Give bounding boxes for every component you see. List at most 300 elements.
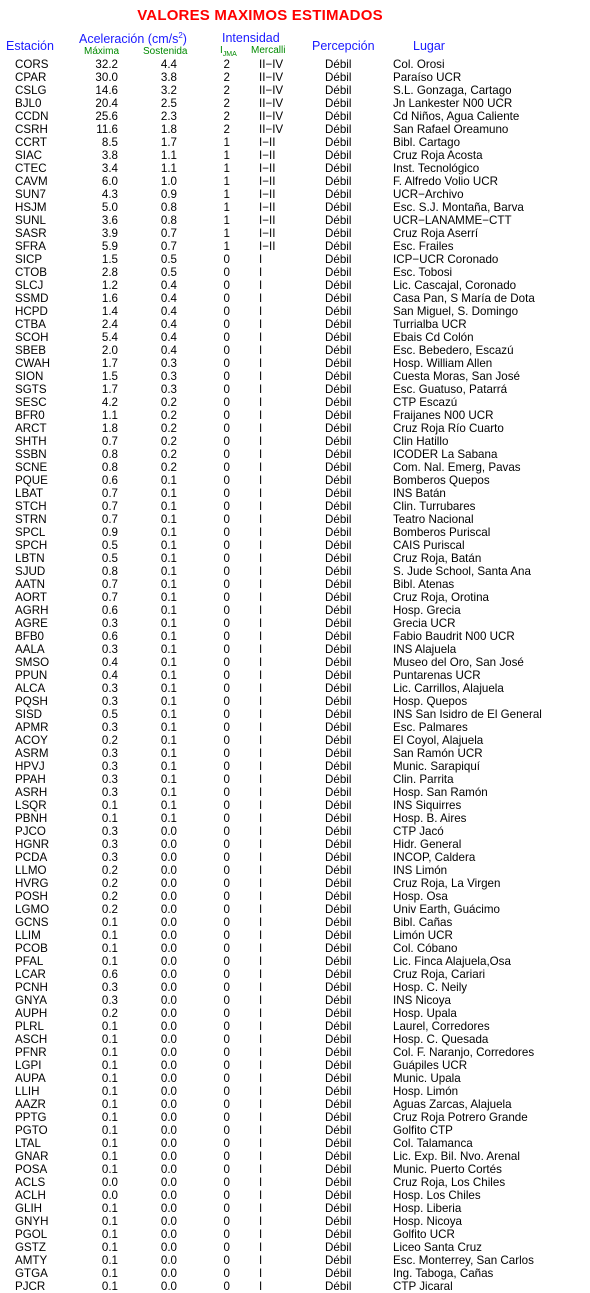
mercalli-intensity-cell: I bbox=[259, 773, 263, 786]
table-row bbox=[0, 149, 590, 162]
mercalli-intensity-cell: I bbox=[259, 929, 263, 942]
perception-cell: Débil bbox=[325, 461, 352, 474]
jma-intensity-cell: 0 bbox=[223, 1020, 230, 1033]
station-code-cell: HVRG bbox=[15, 877, 49, 890]
mercalli-intensity-cell: I bbox=[259, 474, 263, 487]
mercalli-intensity-cell: I−II bbox=[259, 136, 276, 149]
max-acceleration-cell: 3.4 bbox=[101, 162, 118, 175]
sustained-acceleration-cell: 0.1 bbox=[160, 656, 177, 669]
table-row bbox=[0, 747, 590, 760]
location-cell: Grecia UCR bbox=[393, 617, 456, 630]
max-acceleration-cell: 0.3 bbox=[101, 760, 118, 773]
sustained-acceleration-cell: 0.1 bbox=[160, 487, 177, 500]
table-row bbox=[0, 786, 590, 799]
sustained-acceleration-cell: 0.0 bbox=[160, 851, 177, 864]
perception-cell: Débil bbox=[325, 1280, 352, 1293]
sustained-acceleration-cell: 0.0 bbox=[160, 1176, 177, 1189]
max-acceleration-cell: 1.7 bbox=[101, 383, 118, 396]
mercalli-intensity-cell: I bbox=[259, 383, 263, 396]
mercalli-intensity-cell: I bbox=[259, 305, 263, 318]
jma-intensity-cell: 0 bbox=[223, 903, 230, 916]
perception-cell: Débil bbox=[325, 656, 352, 669]
max-acceleration-cell: 0.3 bbox=[101, 786, 118, 799]
station-code-cell: PGOL bbox=[15, 1228, 48, 1241]
jma-intensity-cell: 0 bbox=[223, 1033, 230, 1046]
jma-intensity-cell: 0 bbox=[223, 266, 230, 279]
sustained-acceleration-cell: 0.1 bbox=[160, 760, 177, 773]
perception-cell: Débil bbox=[325, 539, 352, 552]
station-code-cell: HPVJ bbox=[15, 760, 45, 773]
max-acceleration-cell: 0.5 bbox=[101, 708, 118, 721]
max-acceleration-cell: 0.7 bbox=[101, 435, 118, 448]
table-row bbox=[0, 630, 590, 643]
perception-cell: Débil bbox=[325, 1033, 352, 1046]
table-row bbox=[0, 162, 590, 175]
perception-cell: Débil bbox=[325, 994, 352, 1007]
sustained-acceleration-cell: 0.0 bbox=[160, 1228, 177, 1241]
jma-intensity-cell: 0 bbox=[223, 760, 230, 773]
perception-cell: Débil bbox=[325, 838, 352, 851]
station-code-cell: LBTN bbox=[15, 552, 45, 565]
station-code-cell: SIAC bbox=[15, 149, 43, 162]
max-acceleration-cell: 1.7 bbox=[101, 357, 118, 370]
header-jma-subscript: JMA bbox=[222, 51, 237, 58]
table-row bbox=[0, 1137, 590, 1150]
station-code-cell: SGTS bbox=[15, 383, 47, 396]
location-cell: Cd Niños, Agua Caliente bbox=[393, 110, 520, 123]
mercalli-intensity-cell: I−II bbox=[259, 240, 276, 253]
perception-cell: Débil bbox=[325, 227, 352, 240]
location-cell: Univ Earth, Guácimo bbox=[393, 903, 500, 916]
station-code-cell: CTBA bbox=[15, 318, 46, 331]
mercalli-intensity-cell: I bbox=[259, 812, 263, 825]
table-row bbox=[0, 604, 590, 617]
table-row bbox=[0, 1007, 590, 1020]
perception-cell: Débil bbox=[325, 682, 352, 695]
station-code-cell: ASRH bbox=[15, 786, 48, 799]
mercalli-intensity-cell: I bbox=[259, 357, 263, 370]
mercalli-intensity-cell: I bbox=[259, 552, 263, 565]
table-row bbox=[0, 721, 590, 734]
mercalli-intensity-cell: I bbox=[259, 994, 263, 1007]
jma-intensity-cell: 0 bbox=[223, 331, 230, 344]
sustained-acceleration-cell: 0.5 bbox=[160, 266, 177, 279]
jma-intensity-cell: 0 bbox=[223, 851, 230, 864]
perception-cell: Débil bbox=[325, 929, 352, 942]
jma-intensity-cell: 0 bbox=[223, 916, 230, 929]
table-row bbox=[0, 1111, 590, 1124]
max-acceleration-cell: 0.6 bbox=[101, 604, 118, 617]
station-code-cell: CPAR bbox=[15, 71, 47, 84]
jma-intensity-cell: 0 bbox=[223, 487, 230, 500]
table-row bbox=[0, 435, 590, 448]
mercalli-intensity-cell: I bbox=[259, 1150, 263, 1163]
table-row bbox=[0, 1176, 590, 1189]
station-code-cell: HSJM bbox=[15, 201, 47, 214]
sustained-acceleration-cell: 0.8 bbox=[160, 214, 177, 227]
station-code-cell: LGPI bbox=[15, 1059, 42, 1072]
perception-cell: Débil bbox=[325, 591, 352, 604]
sustained-acceleration-cell: 0.2 bbox=[160, 422, 177, 435]
station-code-cell: AMTY bbox=[15, 1254, 48, 1267]
table-row bbox=[0, 370, 590, 383]
perception-cell: Débil bbox=[325, 1111, 352, 1124]
max-acceleration-cell: 0.4 bbox=[101, 656, 118, 669]
header-jma bbox=[220, 45, 237, 58]
perception-cell: Débil bbox=[325, 409, 352, 422]
perception-cell: Débil bbox=[325, 474, 352, 487]
station-code-cell: CTOB bbox=[15, 266, 47, 279]
jma-intensity-cell: 0 bbox=[223, 370, 230, 383]
station-code-cell: SSMD bbox=[15, 292, 49, 305]
mercalli-intensity-cell: I bbox=[259, 1189, 263, 1202]
sustained-acceleration-cell: 0.4 bbox=[160, 331, 177, 344]
station-code-cell: LCAR bbox=[15, 968, 46, 981]
table-row bbox=[0, 526, 590, 539]
mercalli-intensity-cell: I bbox=[259, 1241, 263, 1254]
max-acceleration-cell: 0.2 bbox=[101, 903, 118, 916]
location-cell: Liceo Santa Cruz bbox=[393, 1241, 482, 1254]
sustained-acceleration-cell: 0.1 bbox=[160, 539, 177, 552]
station-code-cell: POSH bbox=[15, 890, 48, 903]
station-code-cell: SISD bbox=[15, 708, 43, 721]
mercalli-intensity-cell: I bbox=[259, 890, 263, 903]
station-code-cell: PPAH bbox=[15, 773, 46, 786]
max-acceleration-cell: 0.3 bbox=[101, 851, 118, 864]
sustained-acceleration-cell: 1.1 bbox=[160, 162, 177, 175]
table-row bbox=[0, 838, 590, 851]
table-row bbox=[0, 1046, 590, 1059]
location-cell: Hosp. C. Quesada bbox=[393, 1033, 489, 1046]
sustained-acceleration-cell: 0.9 bbox=[160, 188, 177, 201]
station-code-cell: SESC bbox=[15, 396, 47, 409]
max-acceleration-cell: 0.8 bbox=[101, 565, 118, 578]
station-code-cell: SUNL bbox=[15, 214, 46, 227]
max-acceleration-cell: 0.2 bbox=[101, 890, 118, 903]
max-acceleration-cell: 2.0 bbox=[101, 344, 118, 357]
sustained-acceleration-cell: 0.0 bbox=[160, 1124, 177, 1137]
perception-cell: Débil bbox=[325, 903, 352, 916]
mercalli-intensity-cell: I bbox=[259, 1163, 263, 1176]
location-cell: Munic. Sarapiquí bbox=[393, 760, 480, 773]
table-row bbox=[0, 955, 590, 968]
location-cell: INS Alajuela bbox=[393, 643, 457, 656]
station-code-cell: PFNR bbox=[15, 1046, 47, 1059]
max-acceleration-cell: 0.1 bbox=[101, 916, 118, 929]
max-acceleration-cell: 0.1 bbox=[101, 1241, 118, 1254]
station-code-cell: HCPD bbox=[15, 305, 48, 318]
station-code-cell: CCDN bbox=[15, 110, 49, 123]
table-row bbox=[0, 305, 590, 318]
jma-intensity-cell: 0 bbox=[223, 435, 230, 448]
perception-cell: Débil bbox=[325, 747, 352, 760]
perception-cell: Débil bbox=[325, 123, 352, 136]
location-cell: Clin. Parrita bbox=[393, 773, 454, 786]
location-cell: Hosp. Osa bbox=[393, 890, 448, 903]
mercalli-intensity-cell: I−II bbox=[259, 188, 276, 201]
jma-intensity-cell: 0 bbox=[223, 877, 230, 890]
sustained-acceleration-cell: 0.1 bbox=[160, 500, 177, 513]
mercalli-intensity-cell: I bbox=[259, 448, 263, 461]
location-cell: Hosp. Limón bbox=[393, 1085, 459, 1098]
jma-intensity-cell: 0 bbox=[223, 1228, 230, 1241]
station-code-cell: ALCA bbox=[15, 682, 46, 695]
table-row bbox=[0, 552, 590, 565]
jma-intensity-cell: 1 bbox=[223, 240, 230, 253]
max-acceleration-cell: 0.3 bbox=[101, 838, 118, 851]
location-cell: Cruz Roja Acosta bbox=[393, 149, 483, 162]
location-cell: Golfito CTP bbox=[393, 1124, 453, 1137]
jma-intensity-cell: 1 bbox=[223, 149, 230, 162]
station-code-cell: GCNS bbox=[15, 916, 49, 929]
table-row bbox=[0, 890, 590, 903]
max-acceleration-cell: 0.1 bbox=[101, 1033, 118, 1046]
perception-cell: Débil bbox=[325, 201, 352, 214]
table-row bbox=[0, 58, 590, 71]
jma-intensity-cell: 0 bbox=[223, 1046, 230, 1059]
perception-cell: Débil bbox=[325, 552, 352, 565]
table-row bbox=[0, 383, 590, 396]
perception-cell: Débil bbox=[325, 734, 352, 747]
perception-cell: Débil bbox=[325, 1241, 352, 1254]
jma-intensity-cell: 1 bbox=[223, 188, 230, 201]
table-row bbox=[0, 903, 590, 916]
jma-intensity-cell: 1 bbox=[223, 175, 230, 188]
station-code-cell: AUPA bbox=[15, 1072, 46, 1085]
sustained-acceleration-cell: 0.1 bbox=[160, 565, 177, 578]
max-acceleration-cell: 0.6 bbox=[101, 630, 118, 643]
max-acceleration-cell: 0.3 bbox=[101, 682, 118, 695]
sustained-acceleration-cell: 0.0 bbox=[160, 1072, 177, 1085]
location-cell: Lic. Cascajal, Coronado bbox=[393, 279, 517, 292]
table-row bbox=[0, 682, 590, 695]
sustained-acceleration-cell: 0.0 bbox=[160, 838, 177, 851]
perception-cell: Débil bbox=[325, 253, 352, 266]
header-estacion: Estación bbox=[6, 39, 54, 53]
station-code-cell: GNYA bbox=[15, 994, 47, 1007]
perception-cell: Débil bbox=[325, 305, 352, 318]
location-cell: INS Siquirres bbox=[393, 799, 462, 812]
station-code-cell: BFB0 bbox=[15, 630, 44, 643]
header-aceleracion-label: Aceleración (cm/s bbox=[79, 32, 179, 47]
location-cell: Fabio Baudrit N00 UCR bbox=[393, 630, 515, 643]
max-acceleration-cell: 1.4 bbox=[101, 305, 118, 318]
jma-intensity-cell: 0 bbox=[223, 955, 230, 968]
sustained-acceleration-cell: 0.0 bbox=[160, 1280, 177, 1293]
location-cell: Col. Talamanca bbox=[393, 1137, 473, 1150]
station-code-cell: HGNR bbox=[15, 838, 50, 851]
location-cell: Hosp. C. Neily bbox=[393, 981, 468, 994]
location-cell: Cruz Roja Aserrí bbox=[393, 227, 479, 240]
mercalli-intensity-cell: II−IV bbox=[259, 71, 284, 84]
jma-intensity-cell: 0 bbox=[223, 513, 230, 526]
max-acceleration-cell: 0.1 bbox=[101, 955, 118, 968]
sustained-acceleration-cell: 1.1 bbox=[160, 149, 177, 162]
max-acceleration-cell: 8.5 bbox=[101, 136, 118, 149]
perception-cell: Débil bbox=[325, 955, 352, 968]
sustained-acceleration-cell: 0.0 bbox=[160, 929, 177, 942]
sustained-acceleration-cell: 0.5 bbox=[160, 253, 177, 266]
station-code-cell: LSQR bbox=[15, 799, 47, 812]
location-cell: INS San Isidro de El General bbox=[393, 708, 542, 721]
jma-intensity-cell: 0 bbox=[223, 656, 230, 669]
location-cell: Munic. Upala bbox=[393, 1072, 461, 1085]
jma-intensity-cell: 0 bbox=[223, 1137, 230, 1150]
table-row bbox=[0, 760, 590, 773]
location-cell: Guápiles UCR bbox=[393, 1059, 468, 1072]
location-cell: Hosp. Nicoya bbox=[393, 1215, 462, 1228]
location-cell: Hosp. Los Chiles bbox=[393, 1189, 481, 1202]
sustained-acceleration-cell: 0.4 bbox=[160, 344, 177, 357]
perception-cell: Débil bbox=[325, 1228, 352, 1241]
station-code-cell: SHTH bbox=[15, 435, 47, 448]
location-cell: Bibl. Atenas bbox=[393, 578, 455, 591]
mercalli-intensity-cell: I−II bbox=[259, 214, 276, 227]
mercalli-intensity-cell: I bbox=[259, 422, 263, 435]
location-cell: Esc. Bebedero, Escazú bbox=[393, 344, 514, 357]
mercalli-intensity-cell: I bbox=[259, 1072, 263, 1085]
perception-cell: Débil bbox=[325, 669, 352, 682]
mercalli-intensity-cell: I bbox=[259, 435, 263, 448]
perception-cell: Débil bbox=[325, 240, 352, 253]
jma-intensity-cell: 0 bbox=[223, 1189, 230, 1202]
location-cell: INS Limón bbox=[393, 864, 448, 877]
max-acceleration-cell: 25.6 bbox=[95, 110, 118, 123]
table-row bbox=[0, 240, 590, 253]
perception-cell: Débil bbox=[325, 500, 352, 513]
sustained-acceleration-cell: 0.0 bbox=[160, 890, 177, 903]
perception-cell: Débil bbox=[325, 279, 352, 292]
table-row bbox=[0, 175, 590, 188]
mercalli-intensity-cell: I bbox=[259, 734, 263, 747]
jma-intensity-cell: 0 bbox=[223, 786, 230, 799]
location-cell: ICP−UCR Coronado bbox=[393, 253, 499, 266]
sustained-acceleration-cell: 0.0 bbox=[160, 1150, 177, 1163]
jma-intensity-cell: 0 bbox=[223, 630, 230, 643]
perception-cell: Débil bbox=[325, 760, 352, 773]
perception-cell: Débil bbox=[325, 565, 352, 578]
mercalli-intensity-cell: I bbox=[259, 591, 263, 604]
perception-cell: Débil bbox=[325, 1267, 352, 1280]
location-cell: El Coyol, Alajuela bbox=[393, 734, 484, 747]
max-acceleration-cell: 0.1 bbox=[101, 1267, 118, 1280]
table-row bbox=[0, 669, 590, 682]
max-acceleration-cell: 0.1 bbox=[101, 1215, 118, 1228]
jma-intensity-cell: 1 bbox=[223, 162, 230, 175]
mercalli-intensity-cell: I bbox=[259, 1228, 263, 1241]
header-sostenida: Sostenida bbox=[143, 46, 188, 57]
mercalli-intensity-cell: I bbox=[259, 708, 263, 721]
table-row bbox=[0, 1215, 590, 1228]
location-cell: Inst. Tecnológico bbox=[393, 162, 480, 175]
jma-intensity-cell: 0 bbox=[223, 695, 230, 708]
jma-intensity-cell: 2 bbox=[223, 71, 230, 84]
mercalli-intensity-cell: I bbox=[259, 630, 263, 643]
max-acceleration-cell: 2.4 bbox=[101, 318, 118, 331]
table-row bbox=[0, 487, 590, 500]
perception-cell: Débil bbox=[325, 1072, 352, 1085]
location-cell: Munic. Puerto Cortés bbox=[393, 1163, 502, 1176]
mercalli-intensity-cell: I bbox=[259, 409, 263, 422]
mercalli-intensity-cell: I−II bbox=[259, 162, 276, 175]
station-code-cell: SMSO bbox=[15, 656, 50, 669]
mercalli-intensity-cell: I bbox=[259, 1059, 263, 1072]
jma-intensity-cell: 0 bbox=[223, 552, 230, 565]
sustained-acceleration-cell: 0.8 bbox=[160, 201, 177, 214]
location-cell: CAIS Puriscal bbox=[393, 539, 465, 552]
location-cell: Bibl. Cañas bbox=[393, 916, 453, 929]
jma-intensity-cell: 0 bbox=[223, 344, 230, 357]
table-row bbox=[0, 578, 590, 591]
sustained-acceleration-cell: 0.0 bbox=[160, 968, 177, 981]
perception-cell: Débil bbox=[325, 578, 352, 591]
station-code-cell: PGTO bbox=[15, 1124, 48, 1137]
max-acceleration-cell: 0.7 bbox=[101, 487, 118, 500]
location-cell: Cruz Roja, La Virgen bbox=[393, 877, 501, 890]
jma-intensity-cell: 1 bbox=[223, 201, 230, 214]
perception-cell: Débil bbox=[325, 708, 352, 721]
jma-intensity-cell: 0 bbox=[223, 617, 230, 630]
table-row bbox=[0, 84, 590, 97]
max-acceleration-cell: 0.2 bbox=[101, 864, 118, 877]
max-acceleration-cell: 0.5 bbox=[101, 552, 118, 565]
max-acceleration-cell: 1.1 bbox=[101, 409, 118, 422]
station-code-cell: PJCR bbox=[15, 1280, 46, 1293]
location-cell: Teatro Nacional bbox=[393, 513, 474, 526]
sustained-acceleration-cell: 0.0 bbox=[160, 825, 177, 838]
jma-intensity-cell: 0 bbox=[223, 474, 230, 487]
jma-intensity-cell: 0 bbox=[223, 968, 230, 981]
perception-cell: Débil bbox=[325, 942, 352, 955]
sustained-acceleration-cell: 1.8 bbox=[160, 123, 177, 136]
perception-cell: Débil bbox=[325, 825, 352, 838]
table-row bbox=[0, 1189, 590, 1202]
location-cell: Turrialba UCR bbox=[393, 318, 467, 331]
location-cell: San Miguel, S. Domingo bbox=[393, 305, 519, 318]
location-cell: UCR−LANAMME−CTT bbox=[393, 214, 512, 227]
max-acceleration-cell: 0.1 bbox=[101, 1202, 118, 1215]
jma-intensity-cell: 0 bbox=[223, 1098, 230, 1111]
station-code-cell: POSA bbox=[15, 1163, 48, 1176]
station-code-cell: LTAL bbox=[15, 1137, 41, 1150]
sustained-acceleration-cell: 0.1 bbox=[160, 799, 177, 812]
station-code-cell: PPUN bbox=[15, 669, 48, 682]
mercalli-intensity-cell: I bbox=[259, 617, 263, 630]
perception-cell: Débil bbox=[325, 513, 352, 526]
sustained-acceleration-cell: 0.1 bbox=[160, 786, 177, 799]
table-row bbox=[0, 1163, 590, 1176]
station-code-cell: APMR bbox=[15, 721, 49, 734]
max-acceleration-cell: 0.3 bbox=[101, 747, 118, 760]
page-title: VALORES MAXIMOS ESTIMADOS bbox=[137, 7, 383, 24]
perception-cell: Débil bbox=[325, 487, 352, 500]
mercalli-intensity-cell: I bbox=[259, 578, 263, 591]
table-row bbox=[0, 1228, 590, 1241]
mercalli-intensity-cell: I bbox=[259, 760, 263, 773]
mercalli-intensity-cell: I bbox=[259, 1124, 263, 1137]
perception-cell: Débil bbox=[325, 864, 352, 877]
mercalli-intensity-cell: I bbox=[259, 656, 263, 669]
perception-cell: Débil bbox=[325, 1176, 352, 1189]
jma-intensity-cell: 0 bbox=[223, 1215, 230, 1228]
max-acceleration-cell: 0.1 bbox=[101, 929, 118, 942]
location-cell: Clin Hatillo bbox=[393, 435, 449, 448]
jma-intensity-cell: 0 bbox=[223, 721, 230, 734]
location-cell: Col. Orosi bbox=[393, 58, 445, 71]
sustained-acceleration-cell: 0.0 bbox=[160, 1202, 177, 1215]
sustained-acceleration-cell: 0.4 bbox=[160, 279, 177, 292]
table-row bbox=[0, 500, 590, 513]
